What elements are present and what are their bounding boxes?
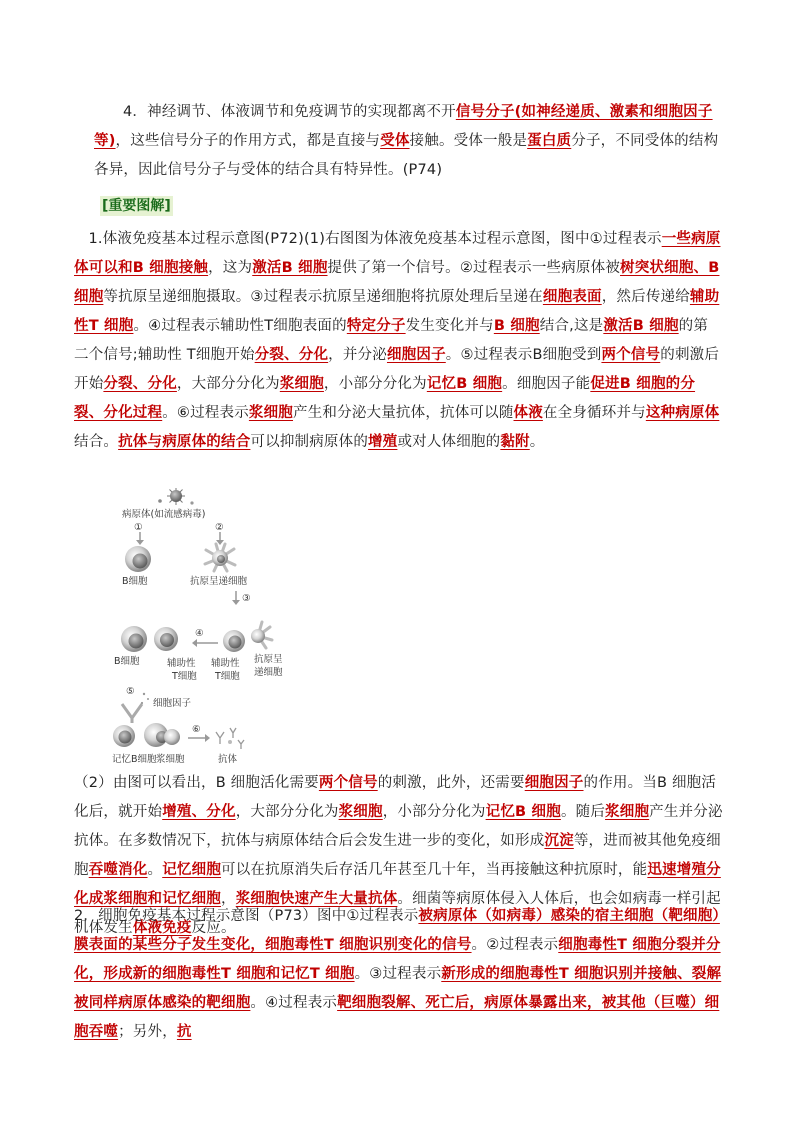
step-5-label: ⑤ xyxy=(126,686,135,697)
helper-t-cell-icon xyxy=(154,627,178,651)
helper-t-b-label-line2: T细胞 xyxy=(215,671,240,682)
key-term: 浆细胞快速产生大量抗体 xyxy=(235,891,398,907)
key-term: 激活B 细胞 xyxy=(252,260,328,276)
text-run: 产生并分泌抗体。在多数情况下，抗体与病原体结合后会发生进一步的变化，如形成 xyxy=(74,804,723,849)
key-term: 促进B 细胞的分裂、分化过程 xyxy=(74,376,696,421)
plasma-cell-icon xyxy=(144,723,180,747)
key-term: 两个信号 xyxy=(601,347,661,363)
apc-top-icon xyxy=(205,544,235,571)
text-run: 。细胞因子能 xyxy=(502,376,591,392)
text-run: ，这为 xyxy=(208,260,253,276)
helper-t-label-line2: T细胞 xyxy=(172,671,197,682)
step-6-label: ⑥ xyxy=(192,724,201,735)
text-run: 。 xyxy=(147,862,163,878)
key-term: 沉淀 xyxy=(544,833,574,849)
text-run: 提供了第一个信号。②过程表示一些病原体被 xyxy=(327,260,621,276)
text-run: ，这些信号分子的作用方式，都是直接与 xyxy=(115,133,381,149)
text-run: 接触。受体一般是 xyxy=(409,133,528,149)
key-term: 细胞表面 xyxy=(542,289,602,305)
step-1-label: ① xyxy=(134,522,143,533)
memory-b-label: 记忆B细胞 xyxy=(112,754,157,765)
key-term: 激活B 细胞 xyxy=(603,318,679,334)
text-run: 产生和分泌大量抗体，抗体可以随 xyxy=(293,405,514,421)
paragraph-cellular-immunity xyxy=(74,902,724,1047)
text-run: 。随后 xyxy=(560,804,606,820)
antibody-icon xyxy=(216,728,244,749)
key-term: 吞噬消化 xyxy=(88,862,148,878)
key-term: 抗 xyxy=(176,1024,192,1040)
key-term: 树突状细胞、B 细胞 xyxy=(74,260,720,305)
b-cell-top-label: B细胞 xyxy=(122,576,148,587)
apc-top-label: 抗原呈递细胞 xyxy=(190,576,248,587)
step-4-label: ④ xyxy=(195,628,204,639)
text-run: 。⑥过程表示 xyxy=(162,405,249,421)
text-run: 可以抑制病原体的 xyxy=(250,434,369,450)
key-term: 一些病原体可以和B 细胞接触 xyxy=(74,231,721,276)
apc-mid-label-line1: 抗原呈 xyxy=(254,654,283,665)
memory-b-cell-icon xyxy=(113,725,135,747)
cytokine-dots xyxy=(141,693,149,704)
key-term: 记忆B 细胞 xyxy=(426,376,503,392)
text-run: ，并分泌 xyxy=(328,347,387,363)
key-term: 新形成的细胞毒性T 细胞识别并接触、裂解被同样病原体感染的靶细胞 xyxy=(74,966,722,1011)
key-term: 黏附 xyxy=(500,434,530,450)
text-run: 反应。 xyxy=(191,920,236,936)
cytokine-label: 细胞因子 xyxy=(153,698,192,709)
text-run: 1.体液免疫基本过程示意图(P72)(1)右图图为体液免疫基本过程示意图，图中①过程表示 xyxy=(88,231,662,247)
key-term: B 细胞 xyxy=(493,318,540,334)
antibody-label: 抗体 xyxy=(218,754,238,765)
b-cell-top-icon xyxy=(125,546,151,572)
key-term: 靶细胞裂解、死亡后，病原体暴露出来，被其他（巨噬）细胞吞噬 xyxy=(74,995,720,1040)
text-run: 。②过程表示 xyxy=(471,937,559,953)
key-term: 抗体与病原体的结合 xyxy=(118,434,251,450)
helper-t-cell-b-icon xyxy=(223,630,245,652)
text-run: ，大部分分化为 xyxy=(235,804,339,820)
key-term: 记忆B 细胞 xyxy=(485,804,561,820)
text-run: 可以在抗原消失后存活几年甚至几十年，当再接触这种抗原时，能 xyxy=(221,862,648,878)
text-run: ，大部分分化为 xyxy=(176,376,280,392)
text-run: 。⑤过程表示B细胞受到 xyxy=(445,347,602,363)
text-run: 4．神经调节、体液调节和免疫调节的实现都离不开 xyxy=(123,104,456,120)
key-term: 细胞因子 xyxy=(386,347,446,363)
text-run: ；另外， xyxy=(118,1024,177,1040)
text-run: 的第二个信号;辅助性 T细胞开始 xyxy=(74,318,709,363)
pathogen-label: 病原体(如流感病毒) xyxy=(122,509,206,520)
text-run: 的作用。当B 细胞活化后，就开始 xyxy=(74,775,717,820)
apc-mid-icon xyxy=(251,622,272,648)
apc-mid-label-line2: 递细胞 xyxy=(254,667,283,678)
text-run: 等，进而被其他免疫细胞 xyxy=(74,833,721,878)
text-run: 分子，不同受体的结构各异，因此信号分子与受体的结合具有特异性。(P74) xyxy=(94,133,719,178)
text-run: 在全身循环并与 xyxy=(542,405,646,421)
key-term: 浆细胞 xyxy=(279,376,324,392)
text-run: （2）由图可以看出，B 细胞活化需要 xyxy=(74,775,319,791)
key-term: 信号分子(如神经递质、激素和细胞因子等) xyxy=(94,104,713,149)
paragraph-humoral-immunity xyxy=(74,225,722,457)
paragraph-signal-molecules xyxy=(94,98,720,185)
key-term: 浆细胞 xyxy=(248,405,294,421)
text-run: 结合,这是 xyxy=(539,318,604,334)
text-run: 。④过程表示 xyxy=(250,995,338,1011)
text-run: 的刺激后开始 xyxy=(74,347,720,392)
text-run: 2．细胞免疫基本过程示意图（P73）图中①过程表示 xyxy=(74,908,419,924)
text-run: ，然后传递给 xyxy=(601,289,690,305)
text-run: 发生变化并与 xyxy=(405,318,494,334)
key-term: 特定分子 xyxy=(346,318,406,334)
key-term: 记忆细胞 xyxy=(162,862,222,878)
key-term: 受体 xyxy=(380,133,410,149)
key-term: 细胞毒性T 细胞分裂并分化，形成新的细胞毒性T 细胞和记忆T 细胞 xyxy=(74,937,721,982)
helper-t-b-label-line1: 辅助性 xyxy=(211,658,240,669)
text-run: ， xyxy=(221,891,236,907)
text-run: 或对人体细胞的 xyxy=(397,434,501,450)
pathogen-virus-icon xyxy=(167,488,185,505)
step-2-label: ② xyxy=(215,522,224,533)
key-term: 分裂、分化 xyxy=(103,376,177,392)
b-cell-mid-label: B细胞 xyxy=(114,656,140,667)
key-term: 被病原体（如病毒）感染的宿主细胞（靶细胞）膜表面的某些分子发生变化，细胞毒性T 细胞识别变化的信号 xyxy=(74,908,720,953)
key-term: 蛋白质 xyxy=(527,133,572,149)
text-run: ，小部分分化为 xyxy=(382,804,486,820)
key-term: 分裂、分化 xyxy=(254,347,329,363)
helper-t-label-line1: 辅助性 xyxy=(167,658,196,669)
section-tag: [重要图解] xyxy=(102,198,171,214)
key-term: 这种病原体 xyxy=(645,405,720,421)
key-term: 迅速增殖分化成浆细胞和记忆细胞 xyxy=(74,862,721,907)
key-term: 浆细胞 xyxy=(605,804,650,820)
key-term: 体液 xyxy=(513,405,543,421)
b-cell-mid-icon xyxy=(121,626,147,652)
text-run: 。④过程表示辅助性T细胞表面的 xyxy=(133,318,347,334)
text-run: 结合。 xyxy=(74,434,119,450)
key-term: 辅助性T 细胞 xyxy=(74,289,720,334)
key-term: 体液免疫 xyxy=(132,920,192,936)
key-term: 增殖 xyxy=(368,434,398,450)
text-run: 。 xyxy=(529,434,545,450)
text-run: 的刺激，此外，还需要 xyxy=(377,775,525,791)
step-3-label: ③ xyxy=(242,593,251,604)
text-run: ，小部分分化为 xyxy=(323,376,427,392)
text-run: 等抗原呈递细胞摄取。③过程表示抗原呈递细胞将抗原处理后呈递在 xyxy=(103,289,543,305)
text-run: 。③过程表示 xyxy=(354,966,442,982)
key-term: 增殖、分化 xyxy=(162,804,236,820)
key-term: 细胞因子 xyxy=(524,775,584,791)
humoral-immunity-diagram xyxy=(112,488,292,766)
plasma-label: 浆细胞 xyxy=(156,754,185,765)
key-term: 浆细胞 xyxy=(338,804,383,820)
key-term: 两个信号 xyxy=(318,775,378,791)
text-run: 。细菌等病原体侵入人体后，也会如病毒一样引起机体发生 xyxy=(74,891,721,936)
